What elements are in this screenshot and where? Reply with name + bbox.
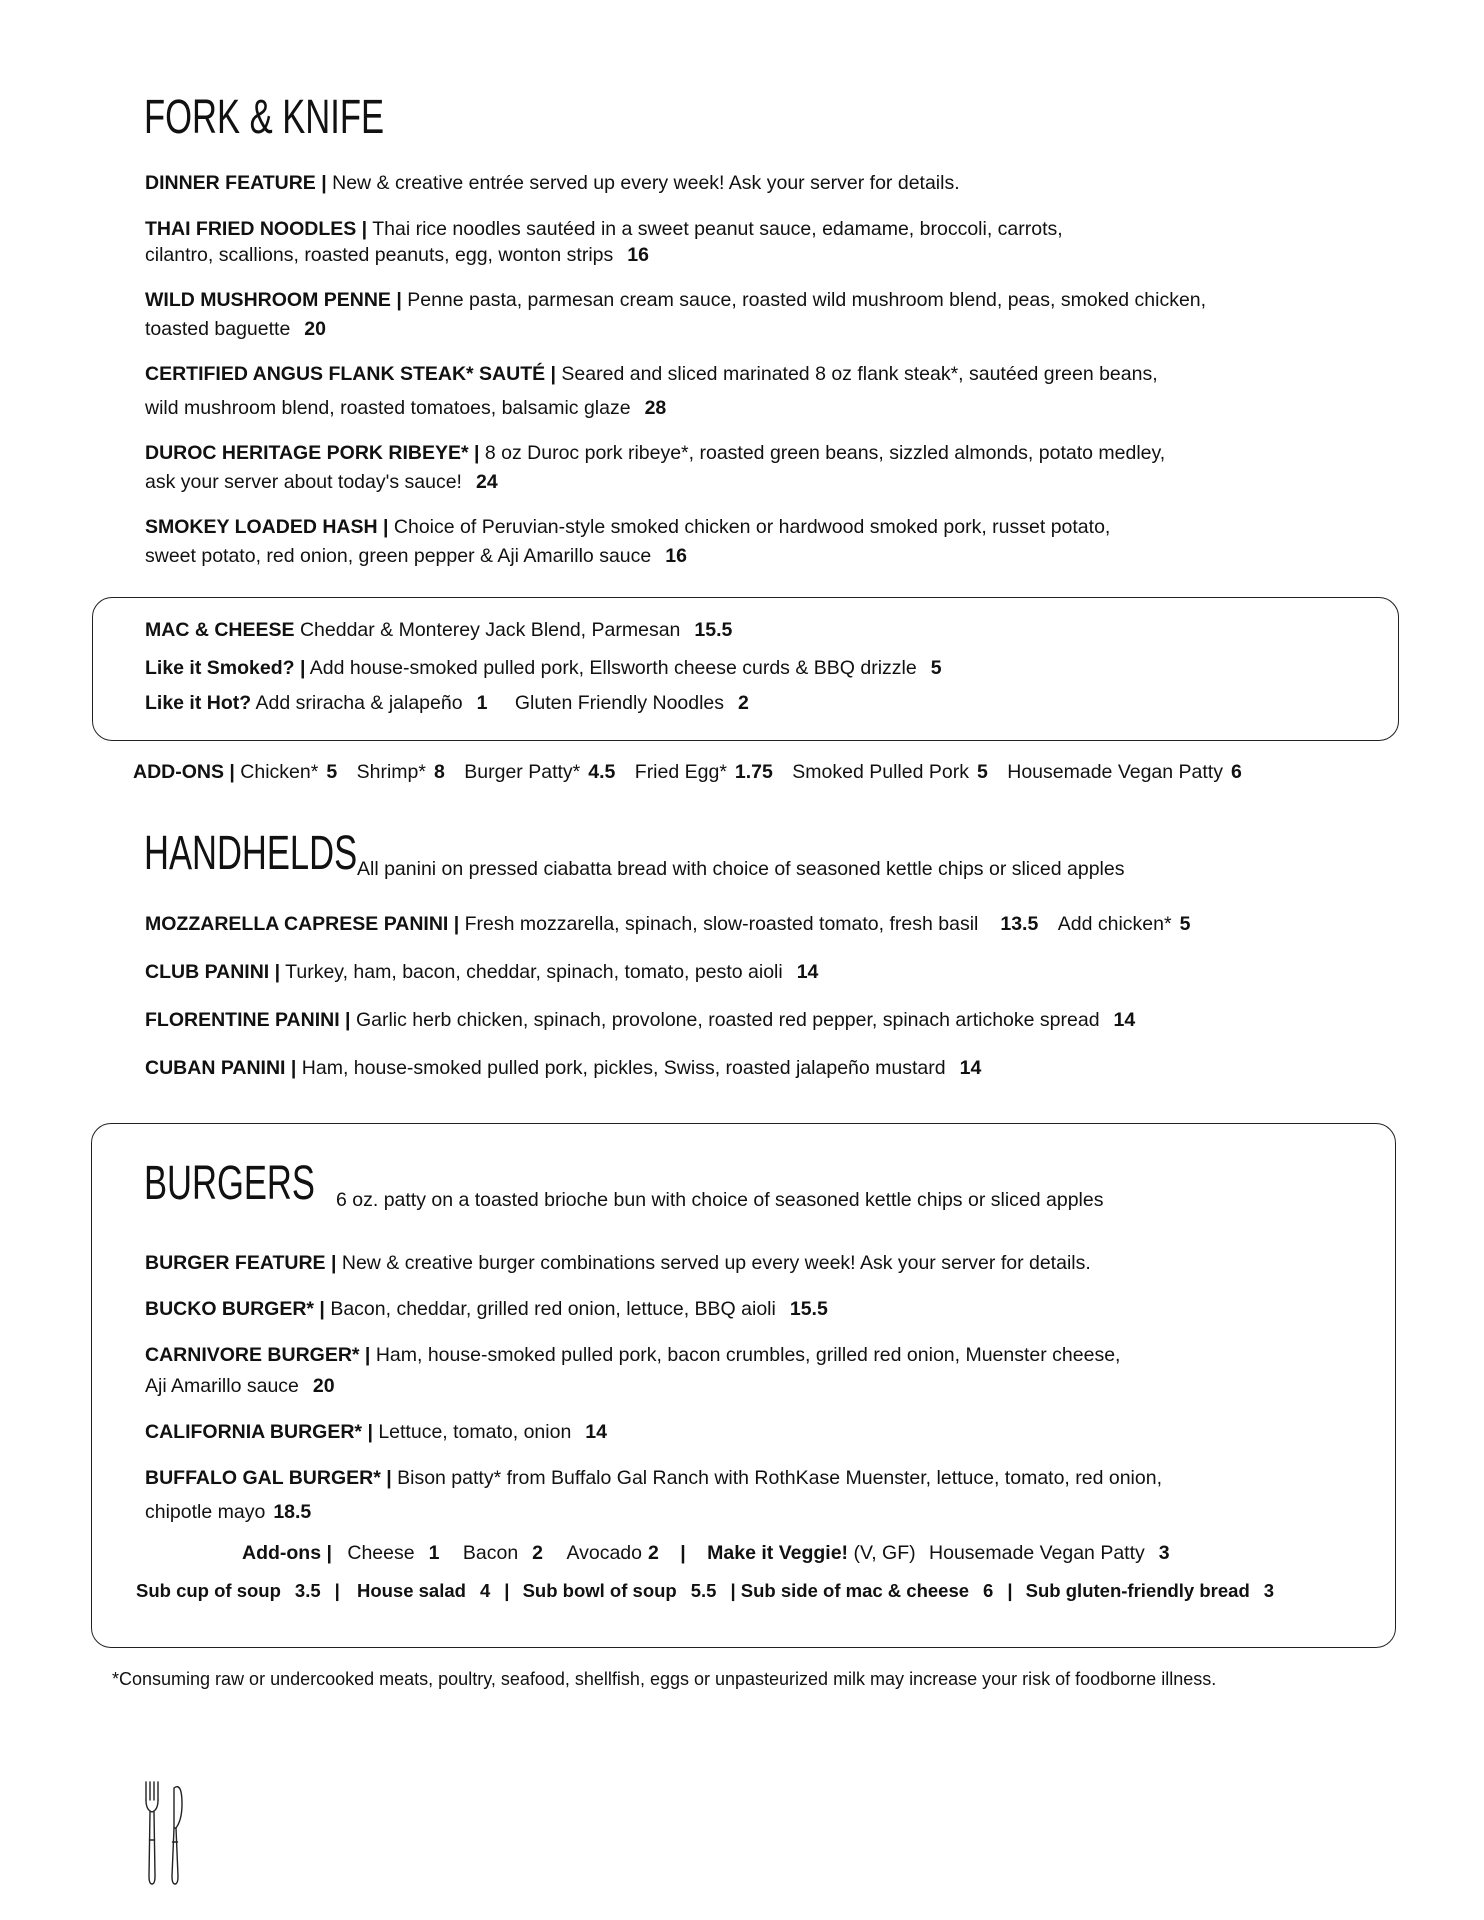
item-name: CLUB PANINI | [145, 961, 281, 983]
option-name: Like it Smoked? | [145, 657, 306, 679]
item-desc: New & creative entrée served up every week! Ask your server for details. [332, 172, 960, 194]
item-name: WILD MUSHROOM PENNE | [145, 289, 402, 311]
addon-name: Burger Patty* [464, 761, 581, 783]
section-title-handhelds: HANDHELDS [144, 827, 358, 880]
addon-price: 2 [532, 1542, 544, 1564]
item-price: 20 [304, 318, 326, 340]
burger-addons-label: Add-ons | [242, 1542, 332, 1564]
addon-price: 1.75 [734, 761, 773, 783]
sub-price: 5.5 [690, 1580, 717, 1601]
addon-name: Fried Egg* [634, 761, 727, 783]
sub-name: Sub bowl of soup [522, 1580, 677, 1601]
menu-item-dinner-feature [145, 169, 960, 198]
option-desc: Add house-smoked pulled pork, Ellsworth cheese curds & BBQ drizzle [309, 657, 917, 679]
gf-noodles-price: 2 [738, 692, 749, 714]
sub-price: 3.5 [294, 1580, 321, 1601]
item-name: MAC & CHEESE [145, 619, 295, 641]
option-desc: Add sriracha & jalapeño [255, 692, 463, 714]
item-desc: Fresh mozzarella, spinach, slow-roasted tomato, fresh basil [464, 913, 979, 935]
item-name: BUCKO BURGER* | [145, 1298, 325, 1320]
item-desc: Garlic herb chicken, spinach, provolone, roasted red pepper, spinach artichoke spread [355, 1009, 1100, 1031]
item-desc: Choice of Peruvian-style smoked chicken or hardwood smoked pork, russet potato, [393, 516, 1111, 538]
menu-item-buffalo-gal-burger-cont [145, 1498, 311, 1527]
item-desc: Bacon, cheddar, grilled red onion, lettuce, BBQ aioli [330, 1298, 776, 1320]
mac-smoked-option [145, 654, 942, 683]
sub-name: Sub cup of soup [136, 1580, 281, 1601]
item-desc: New & creative burger combinations served up every week! Ask your server for details. [341, 1252, 1091, 1274]
menu-item-pork-ribeye [145, 439, 1165, 468]
menu-item-wild-mushroom-penne [145, 286, 1206, 315]
addon-price: 5 [326, 761, 338, 783]
menu-item-pork-ribeye-cont [145, 468, 498, 497]
burgers-subtitle [336, 1186, 1103, 1215]
addons-label: ADD-ONS | [133, 761, 235, 783]
fork-icon [146, 1782, 158, 1884]
item-price: 14 [585, 1421, 607, 1443]
item-price: 14 [796, 961, 819, 983]
item-desc: Turkey, ham, bacon, cheddar, spinach, tomato, pesto aioli [285, 961, 783, 983]
sub-price: 6 [983, 1580, 994, 1601]
menu-item-buffalo-gal-burger [145, 1464, 1162, 1493]
addon-price: 2 [648, 1542, 659, 1564]
item-name: FLORENTINE PANINI | [145, 1009, 351, 1031]
sub-name: Sub gluten-friendly bread [1025, 1580, 1250, 1601]
veggie-note: (V, GF) [853, 1542, 916, 1564]
item-price: 14 [1113, 1009, 1136, 1031]
item-name: CERTIFIED ANGUS FLANK STEAK* SAUTÉ | [145, 363, 556, 385]
item-name: THAI FRIED NOODLES | [145, 218, 368, 240]
item-desc: Ham, house-smoked pulled pork, bacon crumbles, grilled red onion, Muenster cheese, [375, 1344, 1121, 1366]
item-desc: Seared and sliced marinated 8 oz flank steak*, sautéed green beans, [561, 363, 1158, 385]
section-title-burgers: BURGERS [144, 1157, 315, 1210]
menu-item-thai-fried-noodles [145, 215, 1063, 244]
veggie-price: 3 [1158, 1542, 1170, 1564]
item-name: CUBAN PANINI | [145, 1057, 297, 1079]
item-desc-2: ask your server about today's sauce! [145, 471, 462, 493]
addon-price: 1 [428, 1542, 440, 1564]
item-desc: 8 oz Duroc pork ribeye*, roasted green beans, sizzled almonds, potato medley, [484, 442, 1166, 464]
item-desc: Penne pasta, parmesan cream sauce, roasted wild mushroom blend, peas, smoked chicken, [407, 289, 1207, 311]
separator: | [680, 1542, 686, 1564]
item-name: SMOKEY LOADED HASH | [145, 516, 389, 538]
item-desc: Lettuce, tomato, onion [378, 1421, 572, 1443]
item-name: DUROC HERITAGE PORK RIBEYE* | [145, 442, 480, 464]
item-desc: Ham, house-smoked pulled pork, pickles, Swiss, roasted jalapeño mustard [301, 1057, 946, 1079]
handhelds-subtitle [357, 855, 1124, 884]
menu-item-wild-mushroom-penne-cont [145, 315, 326, 344]
mac-cheese-item [145, 616, 732, 645]
menu-item-carnivore-burger-cont [145, 1372, 335, 1401]
addon-price: 5 [976, 761, 988, 783]
item-price: 18.5 [273, 1501, 312, 1523]
menu-item-flank-steak-cont [145, 394, 666, 423]
fork-knife-icon [138, 1780, 198, 1890]
health-disclaimer: *Consuming raw or undercooked meats, poultry, seafood, shellfish, eggs or unpasteurized milk may increase your risk of foodborne illness. [112, 1669, 1217, 1689]
veggie-label: Make it Veggie! [707, 1542, 849, 1564]
addon-name: Cheese [347, 1542, 415, 1564]
item-price: 15.5 [789, 1298, 828, 1320]
menu-item-carnivore-burger [145, 1341, 1120, 1370]
item-desc-2: sweet potato, red onion, green pepper & Aji Amarillo sauce [145, 545, 652, 567]
menu-item-bucko-burger [145, 1295, 828, 1324]
item-desc-2: wild mushroom blend, roasted tomatoes, balsamic glaze [145, 397, 631, 419]
addon-name: Avocado [566, 1542, 642, 1564]
sub-price: 3 [1263, 1580, 1275, 1601]
item-name: BUFFALO GAL BURGER* | [145, 1467, 392, 1489]
burger-addons-row [242, 1539, 1170, 1568]
item-name: MOZZARELLA CAPRESE PANINI | [145, 913, 460, 935]
menu-item-cuban-panini [145, 1054, 981, 1083]
item-price: 24 [475, 471, 498, 493]
sub-options-row: Sub cup of soup 3.5 | House salad 4 | Sub bowl of soup 5.5 | Sub side of mac & cheese 6 | Sub gluten-friendly bread 3 [136, 1580, 1275, 1601]
utensils-graphic [138, 1780, 198, 1895]
addon-name: Shrimp* [356, 761, 426, 783]
menu-item-california-burger [145, 1418, 607, 1447]
item-name: CALIFORNIA BURGER* | [145, 1421, 373, 1443]
menu-item-thai-fried-noodles-cont [145, 241, 649, 270]
menu-item-caprese-panini [145, 910, 1190, 939]
subtitle-text: 6 oz. patty on a toasted brioche bun with choice of seasoned kettle chips or sliced apples [336, 1189, 1104, 1211]
addon-name: Bacon [462, 1542, 519, 1564]
menu-item-smokey-loaded-hash [145, 513, 1110, 542]
sub-name: Sub side of mac & cheese [740, 1580, 970, 1601]
addon-price: 6 [1230, 761, 1242, 783]
item-price: 15.5 [694, 619, 733, 641]
addon-price: 4.5 [588, 761, 616, 783]
item-extra-price: 5 [1179, 913, 1191, 935]
item-price: 13.5 [1000, 913, 1039, 935]
item-desc-2: toasted baguette [145, 318, 291, 340]
knife-icon [172, 1787, 182, 1884]
item-name: BURGER FEATURE | [145, 1252, 337, 1274]
option-price: 1 [476, 692, 488, 714]
item-price: 14 [959, 1057, 982, 1079]
addon-name: Smoked Pulled Pork [792, 761, 969, 783]
option-name: Like it Hot? [145, 692, 252, 714]
item-desc: Cheddar & Monterey Jack Blend, Parmesan [299, 619, 681, 641]
addon-name: Chicken* [240, 761, 319, 783]
mac-hot-option [145, 689, 749, 718]
veggie-desc: Housemade Vegan Patty [929, 1542, 1145, 1564]
addons-row [133, 758, 1256, 787]
item-name: DINNER FEATURE | [145, 172, 327, 194]
item-desc-2: Aji Amarillo sauce [145, 1375, 299, 1397]
addon-price: 8 [433, 761, 445, 783]
addon-name: Housemade Vegan Patty [1007, 761, 1223, 783]
gf-noodles-desc: Gluten Friendly Noodles [514, 692, 725, 714]
menu-item-flank-steak [145, 360, 1158, 389]
item-desc: Bison patty* from Buffalo Gal Ranch with RothKase Muenster, lettuce, tomato, red onion, [397, 1467, 1162, 1489]
section-title-fork-knife: FORK & KNIFE [144, 91, 385, 144]
item-name: CARNIVORE BURGER* | [145, 1344, 371, 1366]
sub-name: House salad [356, 1580, 466, 1601]
menu-item-burger-feature [145, 1249, 1091, 1278]
item-desc-2: chipotle mayo [145, 1501, 266, 1523]
item-price: 20 [312, 1375, 335, 1397]
menu-item-club-panini [145, 958, 818, 987]
item-price: 16 [627, 244, 649, 266]
item-price: 28 [644, 397, 667, 419]
item-desc-2: cilantro, scallions, roasted peanuts, egg, wonton strips [145, 244, 614, 266]
sub-price: 4 [479, 1580, 491, 1601]
item-extra: Add chicken* [1057, 913, 1172, 935]
menu-item-smokey-loaded-hash-cont [145, 542, 687, 571]
menu-item-florentine-panini [145, 1006, 1135, 1035]
item-desc: Thai rice noodles sautéed in a sweet peanut sauce, edamame, broccoli, carrots, [372, 218, 1063, 240]
item-price: 16 [665, 545, 687, 567]
subtitle-text: All panini on pressed ciabatta bread with choice of seasoned kettle chips or sliced apples [357, 858, 1125, 880]
option-price: 5 [930, 657, 942, 679]
